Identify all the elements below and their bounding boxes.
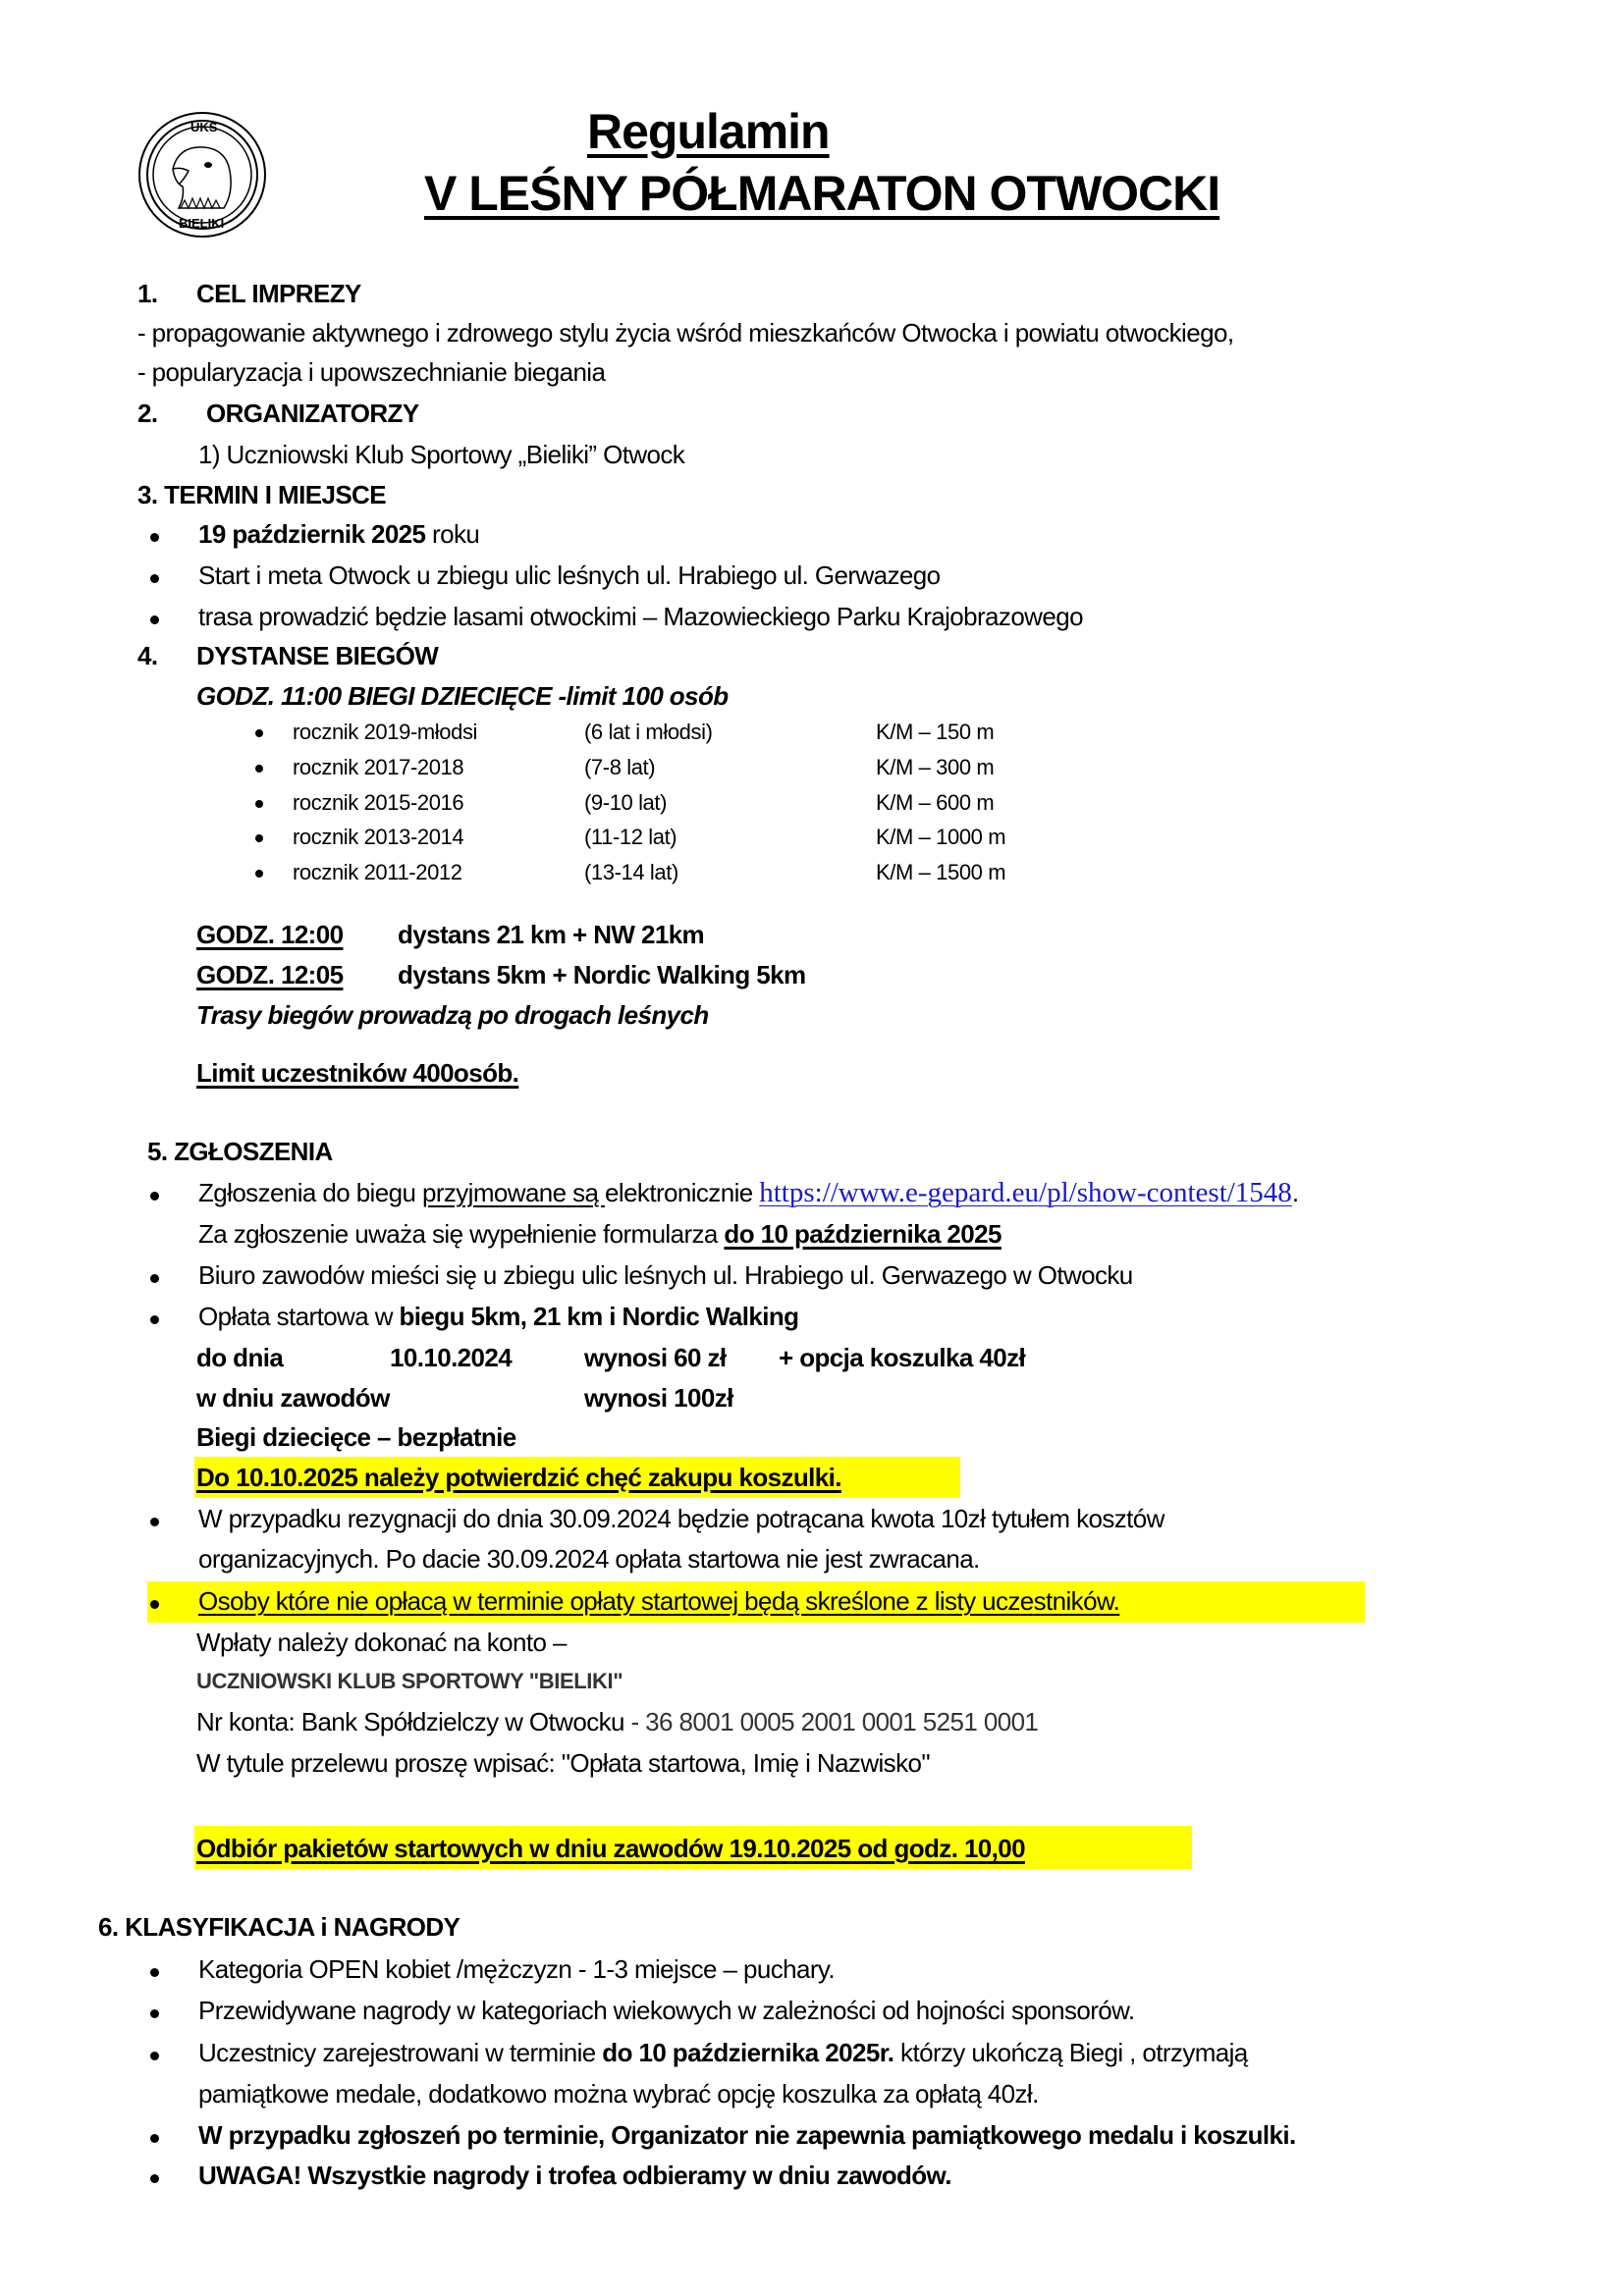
page-title-line1: Regulamin — [587, 104, 830, 159]
bullet-icon — [150, 1192, 159, 1201]
kids-category-year: rocznik 2019-młodsi — [293, 720, 478, 744]
fee-row-date: 10.10.2024 — [390, 1343, 513, 1372]
kids-category-dist: K/M – 1000 m — [876, 825, 1006, 849]
kids-category-age: (7-8 lat) — [584, 755, 656, 779]
logo-bottom-text: BIELIKI — [179, 216, 225, 231]
registration-link[interactable]: https://www.e-gepard.eu/pl/show-contest/1548 — [759, 1177, 1292, 1208]
award-open-category: Kategoria OPEN kobiet /mężczyzn - 1-3 miejsce – puchary. — [198, 1954, 835, 1984]
section-1-number: 1. — [137, 279, 158, 308]
registration-deadline-date: do 10 października 2025 — [724, 1219, 1001, 1249]
kids-category-dist: K/M – 150 m — [876, 720, 995, 744]
run-5km-desc: dystans 5km + Nordic Walking 5km — [398, 960, 806, 989]
medals-deadline: do 10 października 2025r. — [602, 2038, 894, 2067]
kids-category-age: (13-14 lat) — [584, 860, 678, 884]
page-title-line2: V LEŚNY PÓŁMARATON OTWOCKI — [424, 166, 1220, 221]
unpaid-notice: Osoby które nie opłacą w terminie opłaty startowej będą skreślone z listy uczestników. — [198, 1586, 1120, 1616]
club-logo — [135, 110, 269, 240]
kids-category-age: (6 lat i młodsi) — [584, 720, 713, 744]
fee-row-label: do dnia — [196, 1343, 284, 1372]
run-21km-desc: dystans 21 km + NW 21km — [398, 920, 705, 949]
organizer-item: 1) Uczniowski Klub Sportowy „Bieliki” Otwock — [198, 440, 685, 469]
kids-category-age: (9-10 lat) — [584, 790, 668, 815]
goal-line-1: - propagowanie aktywnego i zdrowego stylu życia wśród mieszkańców Otwocka i powiatu otwockiego, — [137, 318, 1234, 347]
transfer-title-instruction: W tytule przelewu proszę wpisać: "Opłata startowa, Imię i Nazwisko" — [196, 1748, 930, 1778]
kids-category-dist: K/M – 1500 m — [876, 860, 1006, 884]
bullet-icon — [255, 870, 263, 878]
medals-text: Uczestnicy zarejestrowani w terminie — [198, 2038, 603, 2067]
run-21km-time: GODZ. 12:00 — [196, 920, 344, 949]
fee-line — [198, 1300, 798, 1333]
registration-line — [198, 1176, 1298, 1209]
kids-runs-heading: GODZ. 11:00 BIEGI DZIECIĘCE -limit 100 osób — [196, 681, 729, 711]
section-2-heading: ORGANIZATORZY — [206, 399, 419, 428]
bullet-icon — [150, 574, 159, 583]
run-5km-row — [196, 958, 343, 991]
bullet-icon — [255, 729, 263, 737]
refund-line-2: organizacyjnych. Po dacie 30.09.2024 opłata startowa nie jest zwracana. — [198, 1544, 980, 1574]
fee-row-amount: wynosi 100zł — [584, 1383, 733, 1413]
goal-line-2: - popularyzacja i upowszechnianie biegania — [137, 357, 606, 387]
bullet-icon — [150, 2009, 159, 2018]
medals-text-2: którzy ukończą Biegi , otrzymają — [893, 2038, 1248, 2067]
section-5-heading: 5. ZGŁOSZENIA — [147, 1137, 333, 1166]
registration-text: Zgłoszenia do biegu — [198, 1178, 422, 1207]
registration-underlined: przyjmowane są — [421, 1178, 606, 1207]
bullet-icon — [255, 765, 263, 773]
start-finish-location: Start i meta Otwock u zbiegu ulic leśnych ul. Hrabiego ul. Gerwazego — [198, 561, 941, 590]
bank-account-number: - 36 8001 0005 2001 0001 5251 0001 — [630, 1707, 1039, 1736]
bullet-icon — [150, 1315, 159, 1324]
kids-category-year: rocznik 2017-2018 — [293, 755, 464, 779]
run-21km-row — [196, 918, 343, 951]
route-description: trasa prowadzić będzie lasami otwockimi – Mazowieckiego Parku Krajobrazowego — [198, 602, 1083, 631]
packet-pickup-notice: Odbiór pakietów startowych w dniu zawodów 19.10.2025 od godz. 10,00 — [196, 1834, 1026, 1863]
kids-category-year: rocznik 2013-2014 — [293, 825, 464, 849]
late-registration-notice: W przypadku zgłoszeń po terminie, Organizator nie zapewnia pamiątkowego medalu i koszulki. — [198, 2120, 1296, 2150]
kids-category-dist: K/M – 600 m — [876, 790, 995, 815]
bullet-icon — [150, 533, 159, 542]
routes-note: Trasy biegów prowadzą po drogach leśnych — [196, 1000, 709, 1030]
fee-text: Opłata startowa w — [198, 1302, 400, 1331]
fee-row-label: w dniu zawodów — [196, 1383, 390, 1413]
bullet-icon — [150, 1274, 159, 1283]
awards-pickup-warning: UWAGA! Wszystkie nagrody i trofea odbieramy w dniu zawodów. — [198, 2161, 951, 2190]
award-age-categories: Przewidywane nagrody w kategoriach wiekowych w zależności od hojności sponsorów. — [198, 1996, 1135, 2025]
award-medals-continuation: pamiątkowe medale, dodatkowo można wybrać opcję koszulka za opłatą 40zł. — [198, 2079, 1039, 2109]
payment-recipient: UCZNIOWSKI KLUB SPORTOWY "BIELIKI" — [196, 1669, 623, 1693]
kids-category-year: rocznik 2011-2012 — [293, 860, 462, 884]
registration-text-2: elektronicznie — [605, 1178, 760, 1207]
shirt-confirm-notice: Do 10.10.2025 należy potwierdzić chęć zakupu koszulki. — [196, 1463, 841, 1492]
bullet-icon — [150, 1600, 159, 1609]
fee-runs: biegu 5km, 21 km i Nordic Walking — [399, 1302, 799, 1331]
fee-row-amount: wynosi 60 zł — [584, 1343, 727, 1372]
bullet-icon — [255, 834, 263, 842]
bullet-icon — [150, 2134, 159, 2143]
section-4-heading: DYSTANSE BIEGÓW — [196, 641, 439, 670]
registration-period: . — [1291, 1178, 1299, 1207]
registration-deadline-text: Za zgłoszenie uważa się wypełnienie formularza — [198, 1219, 725, 1249]
fee-row-extra: + opcja koszulka 40zł — [779, 1343, 1026, 1372]
bullet-icon — [150, 1968, 159, 1977]
bullet-icon — [255, 800, 263, 808]
participant-limit: Limit uczestników 400osób. — [196, 1058, 519, 1088]
run-5km-time: GODZ. 12:05 — [196, 960, 344, 989]
race-office: Biuro zawodów mieści się u zbiegu ulic leśnych ul. Hrabiego ul. Gerwazego w Otwocku — [198, 1260, 1133, 1290]
bullet-icon — [150, 2174, 159, 2183]
event-date — [198, 517, 479, 551]
section-2-number: 2. — [137, 399, 158, 428]
bank-account-line — [196, 1705, 1038, 1738]
kids-category-dist: K/M – 300 m — [876, 755, 995, 779]
bullet-icon — [150, 615, 159, 624]
kids-category-year: rocznik 2015-2016 — [293, 790, 464, 815]
award-medals-line — [198, 2036, 1248, 2069]
kids-category-age: (11-12 lat) — [584, 825, 677, 849]
bank-name: Nr konta: Bank Spółdzielczy w Otwocku — [196, 1707, 631, 1736]
bullet-icon — [150, 2052, 159, 2060]
section-4-number: 4. — [137, 641, 158, 670]
section-1-heading: CEL IMPREZY — [196, 279, 361, 308]
section-3-heading: 3. TERMIN I MIEJSCE — [137, 480, 386, 509]
event-date-rest: roku — [425, 519, 480, 549]
registration-deadline-line — [198, 1217, 1001, 1251]
bullet-icon — [150, 1518, 159, 1526]
event-date-bold: 19 październik 2025 — [198, 519, 426, 549]
refund-line-1: W przypadku rezygnacji do dnia 30.09.2024 będzie potrącana kwota 10zł tytułem kosztów — [198, 1504, 1164, 1533]
logo-top-text: UKS — [190, 120, 218, 134]
kids-free: Biegi dziecięce – bezpłatnie — [196, 1422, 516, 1452]
section-6-heading: 6. KLASYFIKACJA i NAGRODY — [98, 1912, 460, 1942]
payment-instruction: Wpłaty należy dokonać na konto – — [196, 1628, 567, 1657]
